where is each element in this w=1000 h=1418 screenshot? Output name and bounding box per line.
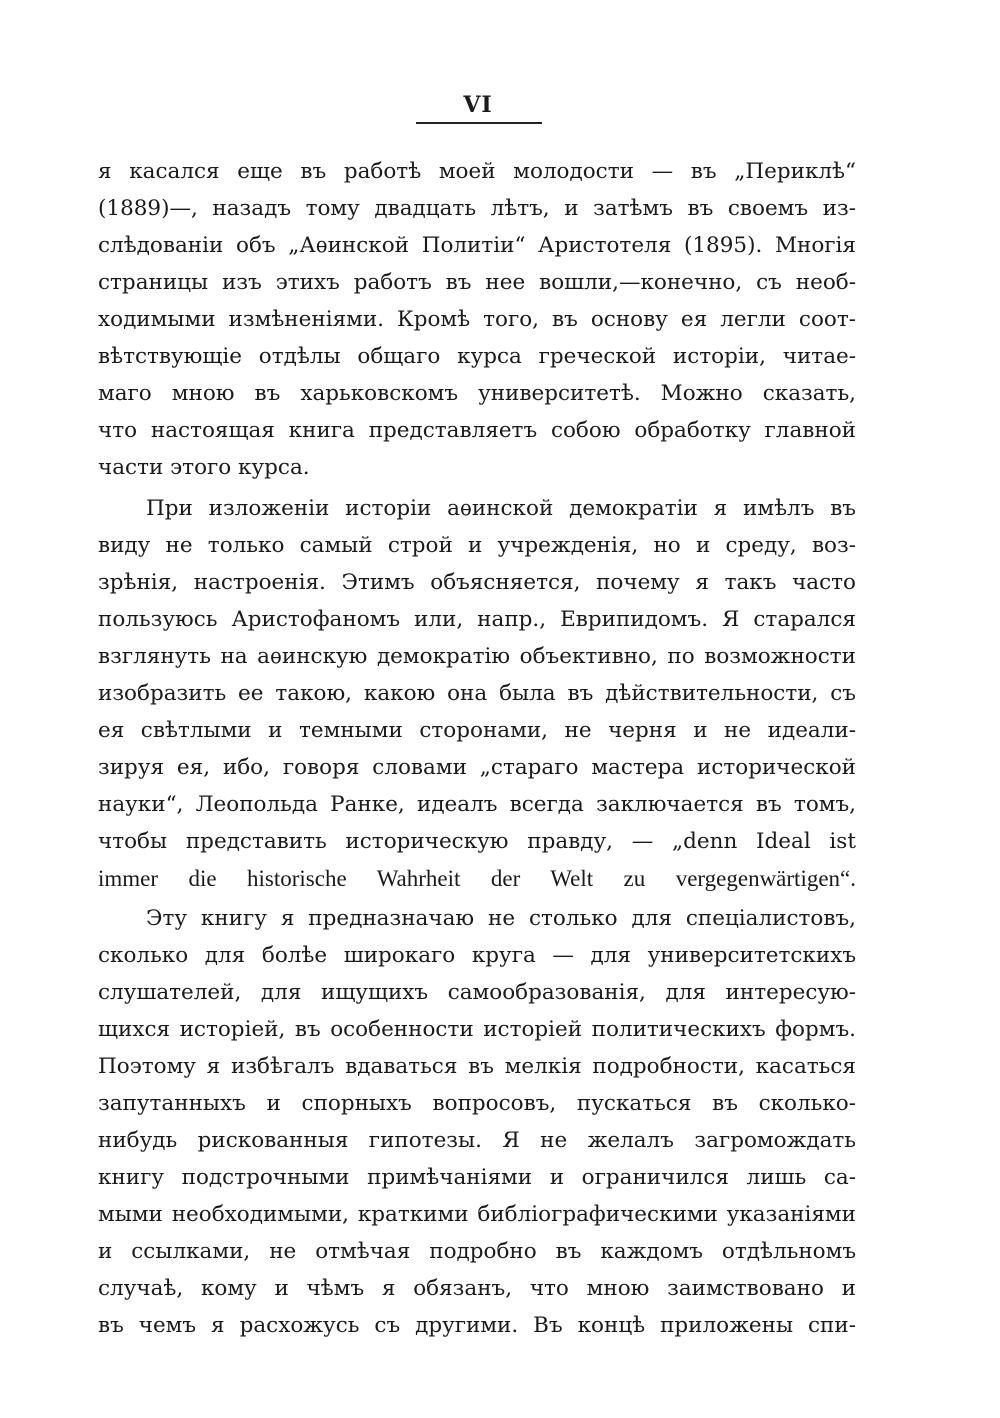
text-line: и ссылками, не отмѣчая подробно въ каждомъ отдѣльномъ	[98, 1239, 856, 1264]
text-line: виду не только самый строй и учрежденія, но и среду, воз-	[98, 533, 856, 558]
text-line: взглянуть на аѳинскую демократію объективно, по возможности	[98, 644, 856, 669]
text-line: слушателей, для ищущихъ самообразованія, для интересую-	[98, 980, 856, 1005]
text-line: При изложеніи исторіи аѳинской демократіи я имѣлъ въ	[146, 496, 856, 521]
text-line: маго мною въ харьковскомъ университетѣ. Можно сказать,	[98, 381, 856, 406]
text-line: части этого курса.	[98, 455, 310, 480]
text-line: сколько для болѣе широкаго круга — для университетскихъ	[98, 943, 856, 968]
text-line: чтобы представить историческую правду, — „denn Ideal ist	[98, 829, 856, 854]
page-number-rule	[416, 122, 542, 124]
text-line: науки“, Леопольда Ранке, идеалъ всегда заключается въ томъ,	[98, 792, 856, 817]
text-line: зрѣнія, настроенія. Этимъ объясняется, почему я такъ часто	[98, 570, 856, 595]
text-line: слѣдованіи объ „Аѳинской Политіи“ Аристотеля (1895). Многія	[98, 233, 856, 258]
text-line: страницы изъ этихъ работъ въ нее вошли,—конечно, съ необ-	[98, 270, 856, 295]
text-line: нибудь рискованныя гипотезы. Я не желалъ загромождать	[98, 1128, 856, 1153]
text-line: что настоящая книга представляетъ собою обработку главной	[98, 418, 856, 443]
text-line: запутанныхъ и спорныхъ вопросовъ, пускаться въ сколько-	[98, 1091, 856, 1116]
text-line: мыми необходимыми, краткими библіографическими указаніями	[98, 1202, 856, 1227]
text-line: ея свѣтлыми и темными сторонами, не черня и не идеали-	[98, 718, 856, 743]
text-line: Поэтому я избѣгалъ вдаваться въ мелкія подробности, касаться	[98, 1054, 856, 1079]
text-line: зируя ея, ибо, говоря словами „стараго мастера исторической	[98, 755, 856, 780]
text-line: (1889)—, назадъ тому двадцать лѣтъ, и затѣмъ въ своемъ из-	[98, 196, 856, 221]
page-number: VI	[463, 92, 493, 118]
text-line: вѣтствующіе отдѣлы общаго курса греческой исторіи, читае-	[98, 344, 856, 369]
text-line: случаѣ, кому и чѣмъ я обязанъ, что мною заимствовано и	[98, 1276, 856, 1301]
text-line: immer die historische Wahrheit der Welt zu vergegenwärtigen“.	[98, 866, 856, 891]
text-line: изобразить ее такою, какою она была въ дѣйствительности, съ	[98, 681, 856, 706]
text-line: Эту книгу я предназначаю не столько для спеціалистовъ,	[146, 906, 856, 931]
text-line: въ чемъ я расхожусь съ другими. Въ концѣ приложены спи-	[98, 1313, 856, 1338]
text-line: пользуюсь Аристофаномъ или, напр., Еврипидомъ. Я старался	[98, 607, 856, 632]
text-line: я касался еще въ работѣ моей молодости — въ „Периклѣ“	[98, 159, 856, 184]
text-line: ходимыми измѣненіями. Кромѣ того, въ основу ея легли соот-	[98, 307, 856, 332]
text-line: книгу подстрочными примѣчаніями и ограничился лишь са-	[98, 1165, 856, 1190]
text-line: щихся исторіей, въ особенности исторіей политическихъ формъ.	[98, 1017, 856, 1042]
